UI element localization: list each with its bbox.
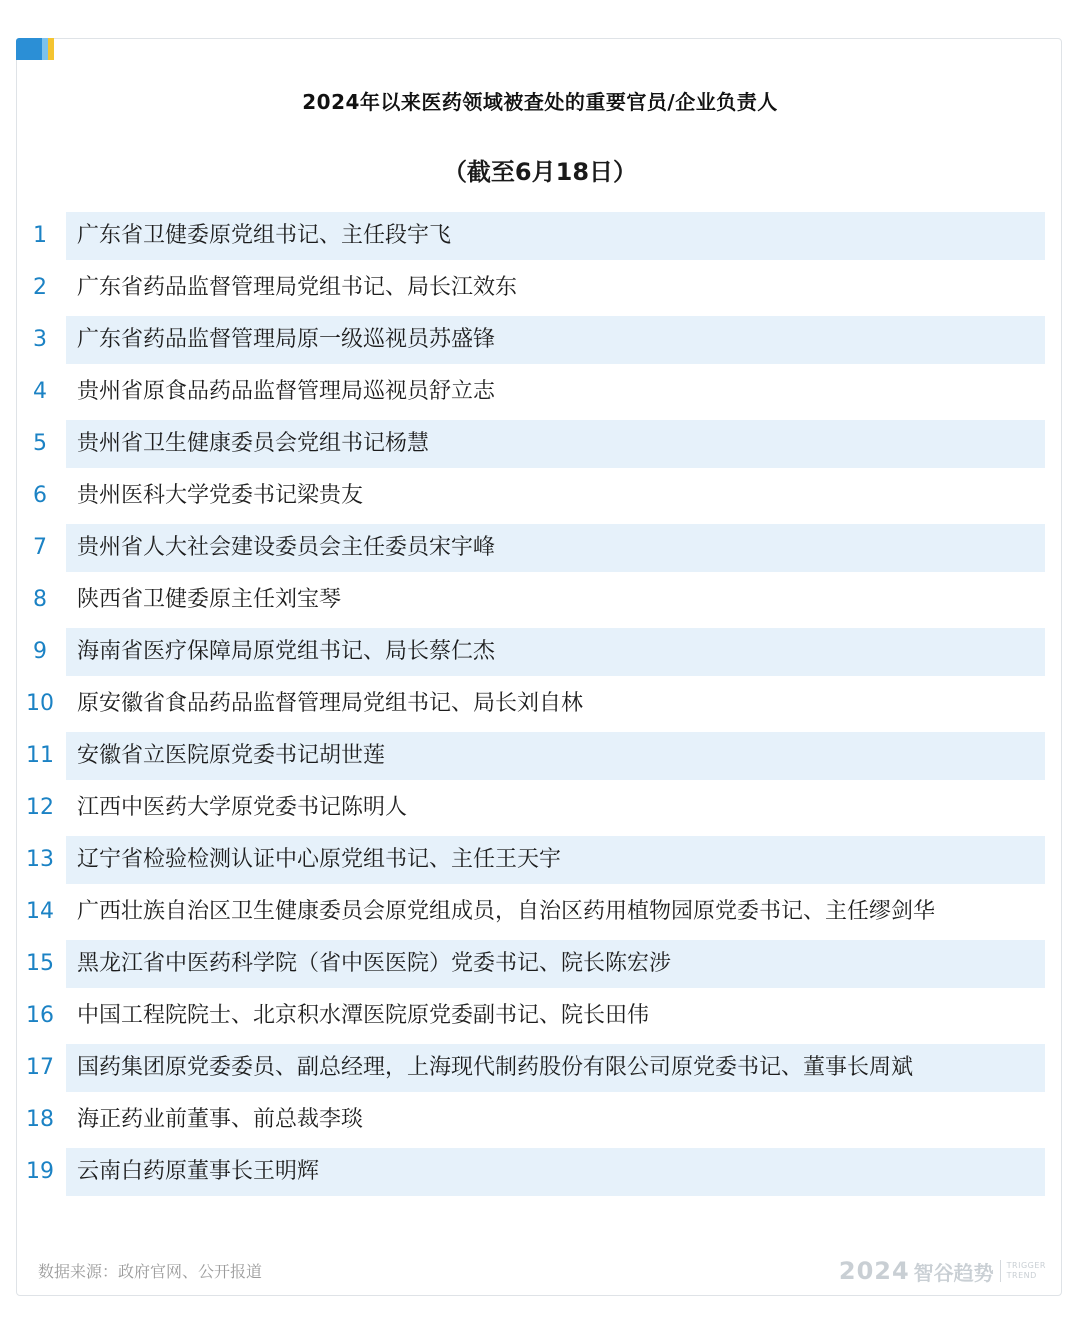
item-number: 10 xyxy=(26,691,54,716)
item-number: 3 xyxy=(33,327,47,352)
brand-english xyxy=(1007,1261,1046,1281)
list-item xyxy=(0,784,1080,832)
list-item xyxy=(0,992,1080,1040)
item-number: 7 xyxy=(33,535,47,560)
item-text: 陕西省卫健委原主任刘宝琴 xyxy=(77,587,342,612)
data-source-note: 数据来源：政府官网、公开报道 xyxy=(38,1262,263,1281)
item-number: 19 xyxy=(26,1159,54,1184)
item-text: 海正药业前董事、前总裁李琰 xyxy=(77,1107,364,1132)
item-number: 6 xyxy=(33,483,47,508)
list-item xyxy=(0,264,1080,312)
item-number: 4 xyxy=(33,379,47,404)
item-text: 贵州省人大社会建设委员会主任委员宋宇峰 xyxy=(77,535,496,560)
item-number: 11 xyxy=(26,743,54,768)
brand-english-line2: TREND xyxy=(1006,1271,1037,1280)
item-text: 贵州省卫生健康委员会党组书记杨慧 xyxy=(77,431,430,456)
item-number: 14 xyxy=(26,899,54,924)
item-number: 5 xyxy=(33,431,47,456)
item-text: 中国工程院院士、北京积水潭医院原党委副书记、院长田伟 xyxy=(77,1003,650,1028)
item-number: 2 xyxy=(33,275,47,300)
list-item xyxy=(0,940,1080,988)
item-text: 云南白药原董事长王明辉 xyxy=(77,1159,320,1184)
item-number: 12 xyxy=(26,795,54,820)
item-text: 贵州省原食品药品监督管理局巡视员舒立志 xyxy=(77,379,496,404)
item-number: 9 xyxy=(33,639,47,664)
brand-divider xyxy=(1000,1260,1001,1282)
list-item xyxy=(0,1096,1080,1144)
item-number: 15 xyxy=(26,951,54,976)
item-number: 8 xyxy=(33,587,47,612)
list-item xyxy=(0,732,1080,780)
item-text: 广东省卫健委原党组书记、主任段宇飞 xyxy=(77,223,452,248)
item-number: 1 xyxy=(33,223,47,248)
list-item xyxy=(0,524,1080,572)
item-text: 广东省药品监督管理局原一级巡视员苏盛锋 xyxy=(77,327,496,352)
list-item xyxy=(0,472,1080,520)
brand-english-line1: TRIGGER xyxy=(1006,1261,1046,1270)
list-item xyxy=(0,576,1080,624)
list-item xyxy=(0,1044,1080,1092)
item-number: 18 xyxy=(26,1107,54,1132)
item-text: 广西壮族自治区卫生健康委员会原党组成员，自治区药用植物园原党委书记、主任缪剑华 xyxy=(77,899,936,924)
list-item xyxy=(0,420,1080,468)
item-number: 13 xyxy=(26,847,54,872)
list-item xyxy=(0,628,1080,676)
item-text: 广东省药品监督管理局党组书记、局长江效东 xyxy=(77,275,518,300)
item-text: 安徽省立医院原党委书记胡世莲 xyxy=(77,743,386,768)
item-text: 原安徽省食品药品监督管理局党组书记、局长刘自林 xyxy=(77,691,584,716)
list-item xyxy=(0,836,1080,884)
list-item xyxy=(0,316,1080,364)
item-text: 海南省医疗保障局原党组书记、局长蔡仁杰 xyxy=(77,639,496,664)
page-title: 2024年以来医药领域被查处的重要官员/企业负责人 xyxy=(302,90,778,114)
list-item xyxy=(0,212,1080,260)
item-number: 17 xyxy=(26,1055,54,1080)
item-text: 辽宁省检验检测认证中心原党组书记、主任王天宇 xyxy=(77,847,562,872)
item-number: 16 xyxy=(26,1003,54,1028)
page-subtitle: （截至6月18日） xyxy=(442,158,638,186)
brand-name: 智谷趋势 xyxy=(913,1260,994,1285)
corner-logo-mark xyxy=(16,38,54,60)
item-text: 贵州医科大学党委书记梁贵友 xyxy=(77,483,364,508)
item-text: 国药集团原党委委员、副总经理，上海现代制药股份有限公司原党委书记、董事长周斌 xyxy=(77,1055,914,1080)
brand-year: 2024 xyxy=(838,1257,910,1285)
brand-watermark xyxy=(839,1256,1046,1286)
list-item xyxy=(0,680,1080,728)
list-item xyxy=(0,888,1080,936)
list-item xyxy=(0,1148,1080,1196)
item-text: 黑龙江省中医药科学院（省中医医院）党委书记、院长陈宏涉 xyxy=(77,951,672,976)
item-text: 江西中医药大学原党委书记陈明人 xyxy=(77,795,408,820)
list-item xyxy=(0,368,1080,416)
